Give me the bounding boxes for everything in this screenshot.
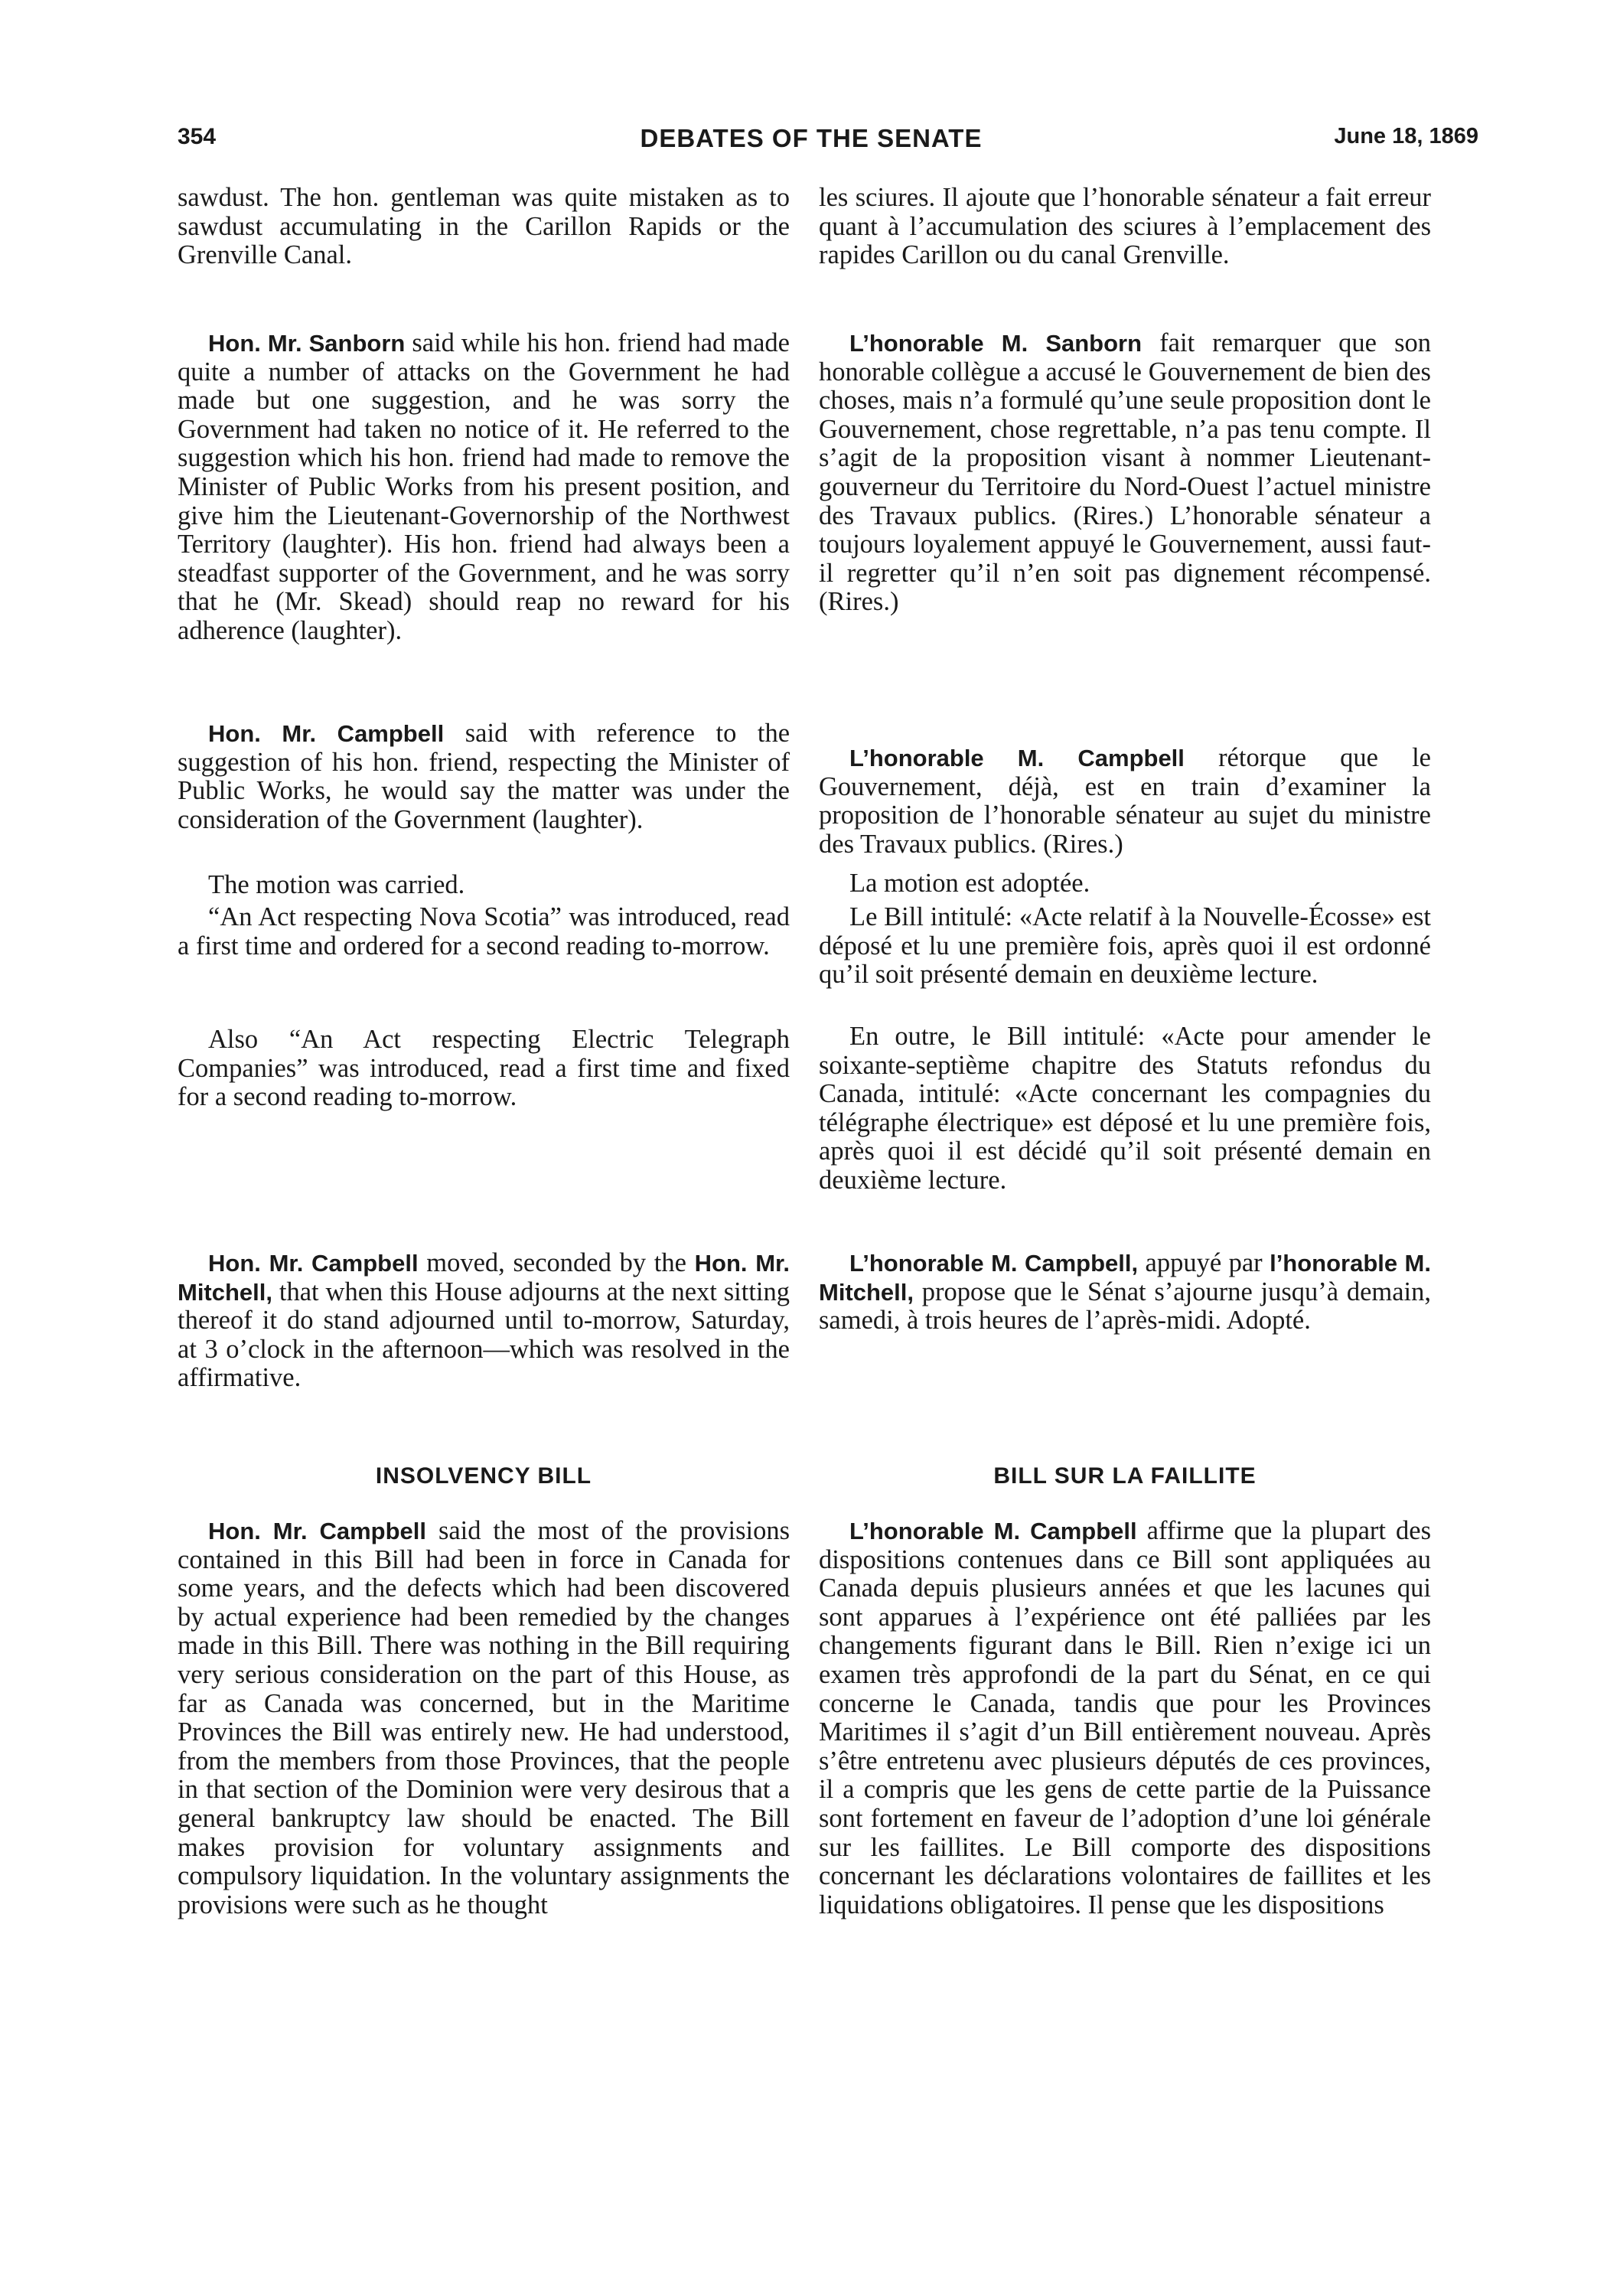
speaker-name: L’honorable M. Campbell [849,1518,1137,1544]
right-block-3 [819,744,1431,859]
speaker-name: Hon. Mr. Sanborn [208,330,406,357]
paragraph-text: rétorque que le Gouvernement, déjà, est en train d’examiner la proposition de l’honorable sénateur au sujet du ministre des Travaux publics. (Rires.) [819,743,1431,859]
section-heading-french: BILL SUR LA FAILLITE [993,1463,1257,1489]
left-block-8 [178,1517,790,1919]
right-block-8 [819,1517,1431,1919]
right-block-7 [819,1249,1431,1336]
right-paragraph-1: les sciures. Il ajoute que l’honorable sénateur a fait erreur quant à l’accumulation des sciures à l’emplacement des rapides Carillon ou du canal Grenville. [819,183,1431,270]
left-paragraph-8 [178,1517,790,1919]
left-block-5 [178,903,790,960]
right-paragraph-5: Le Bill intitulé: «Acte relatif à la Nouvelle-Écosse» est déposé et lu une première fois, après quoi il est ordonné qu’il soit présenté demain en deuxième lecture. [819,902,1431,990]
left-paragraph-2 [178,329,790,646]
right-paragraph-3 [819,744,1431,859]
right-paragraph-4: La motion est adoptée. [849,869,1090,898]
left-block-3 [178,719,790,834]
right-paragraph-2 [819,329,1431,617]
left-paragraph-6: Also “An Act respecting Electric Telegraph Companies” was introduced, read a first time and fixed for a second reading to-morrow. [178,1025,790,1112]
left-block-4 [178,871,790,900]
right-block-1 [819,184,1431,270]
speaker-name: Hon. Mr. Campbell [208,1250,419,1277]
right-block-2 [819,329,1431,617]
speaker-name: L’honorable M. Campbell, [849,1250,1139,1277]
speaker-name: L’honorable M. Campbell [849,745,1185,771]
right-paragraph-6: En outre, le Bill intitulé: «Acte pour amender le soixante-septième chapitre des Statuts refondus du Canada, intitulé: «Acte concernant les compagnies du télégraphe électrique» est déposé et lu une première fois, après quoi il est décidé qu’il soit présenté demain en deuxième lecture. [819,1022,1431,1195]
speaker-name: L’honorable M. Sanborn [849,330,1143,357]
page-number: 354 [178,124,217,149]
speaker-name: Hon. Mr. Campbell [208,720,445,747]
left-paragraph-1: sawdust. The hon. gentleman was quite mistaken as to sawdust accumulating in the Carillon Rapids or the Grenville Canal. [178,183,790,270]
speaker-name: l’honorable M. Mitchell, [819,1250,1431,1306]
right-block-6 [819,1022,1431,1195]
right-paragraph-7: L’honorable M. Campbell, appuyé par l’honorable M. Mitchell, propose que le Sénat s’ajourne jusqu’à demain, samedi, à trois heures de l’après-midi. Adopté. [819,1248,1432,1336]
paragraph-text: said while his hon. friend had made quite a number of attacks on the Government he had made but one suggestion, and he was sorry the Government had taken no notice of it. He referred to the suggestion which his hon. friend had made to remove the Minister of Public Works from his present position, and give him the Lieutenant-Governorship of the Northwest Territory (laughter). His hon. friend had always been a steadfast supporter of the Government, and he was sorry that he (Mr. Skead) should reap no reward for his adherence (laughter). [178,328,790,645]
left-block-1 [178,184,790,270]
right-block-4 [819,869,1431,899]
left-paragraph-5: “An Act respecting Nova Scotia” was introduced, read a first time and ordered for a second reading to-morrow. [178,902,790,960]
speaker-name: Hon. Mr. Campbell [208,1518,427,1544]
right-block-5 [819,903,1431,990]
section-heading-english: INSOLVENCY BILL [375,1463,592,1489]
left-paragraph-4: The motion was carried. [208,870,465,899]
paragraph-text: affirme que la plupart des dispositions contenues dans ce Bill sont appliquées au Canada depuis plusieurs années et que les lacunes qui sont apparues à l’expérience ont été palliées par les changements figurant dans le Bill. Rien n’exige ici un examen très approfondi de la part du Sénat, en ce qui concerne le Canada, tandis que pour les Provinces Maritimes il s’agit d’un Bill entièrement nouveau. Après s’être entretenu avec plusieurs députés de ces provinces, il a compris que les gens de cette partie de la Puissance sont fortement en faveur de l’adoption d’une loi générale sur les faillites. Le Bill comporte des dispositions concernant les déclarations volontaires de faillites et les liquidations obligatoires. Il pense que les dispositions [819,1516,1432,1919]
paragraph-text: said with reference to the suggestion of his hon. friend, respecting the Minister of Public Works, he would say the matter was under the consideration of the Government (laughter). [178,719,790,834]
left-block-7 [178,1249,790,1393]
left-block-2 [178,329,790,646]
left-paragraph-3 [178,719,790,834]
page-date: June 18, 1869 [1334,124,1478,148]
right-paragraph-8 [819,1517,1431,1919]
paragraph-text: said the most of the provisions contained in this Bill had been in force in Canada for some years, and the defects which had been discovered by actual experience had been remedied by the changes made in this Bill. There was nothing in the Bill requiring very serious consideration on the part of this House, as far as Canada was concerned, but in the Maritime Provinces the Bill was entirely new. He had understood, from the members from those Provinces, that the people in that section of the Dominion were very desirous that a general bankruptcy law should be enacted. The Bill makes provision for voluntary assignments and compulsory liquidation. In the voluntary assignments the provisions were such as he thought [178,1516,790,1919]
paragraph-text: fait remarquer que son honorable collègue a accusé le Gouvernement de bien des choses, mais n’a formulé qu’une seule proposition dont le Gouvernement, chose regrettable, n’a pas tenu compte. Il s’agit de la proposition visant à nommer Lieutenant-gouverneur du Territoire du Nord-Ouest l’actuel ministre des Travaux publics. (Rires.) L’honorable sénateur a toujours loyalement appuyé le Gouvernement, aussi faut-il regretter qu’il n’en soit pas dignement récompensé. (Rires.) [819,328,1431,617]
left-paragraph-7: Hon. Mr. Campbell moved, seconded by the Hon. Mr. Mitchell, that when this House adjourns at the next sitting thereof it do stand adjourned until to-morrow, Saturday, at 3 o’clock in the afternoon—which was resolved in the affirmative. [178,1248,790,1393]
left-block-6 [178,1026,790,1112]
speaker-name: Hon. Mr. Mitchell, [178,1250,790,1306]
running-title: DEBATES OF THE SENATE [640,124,983,152]
